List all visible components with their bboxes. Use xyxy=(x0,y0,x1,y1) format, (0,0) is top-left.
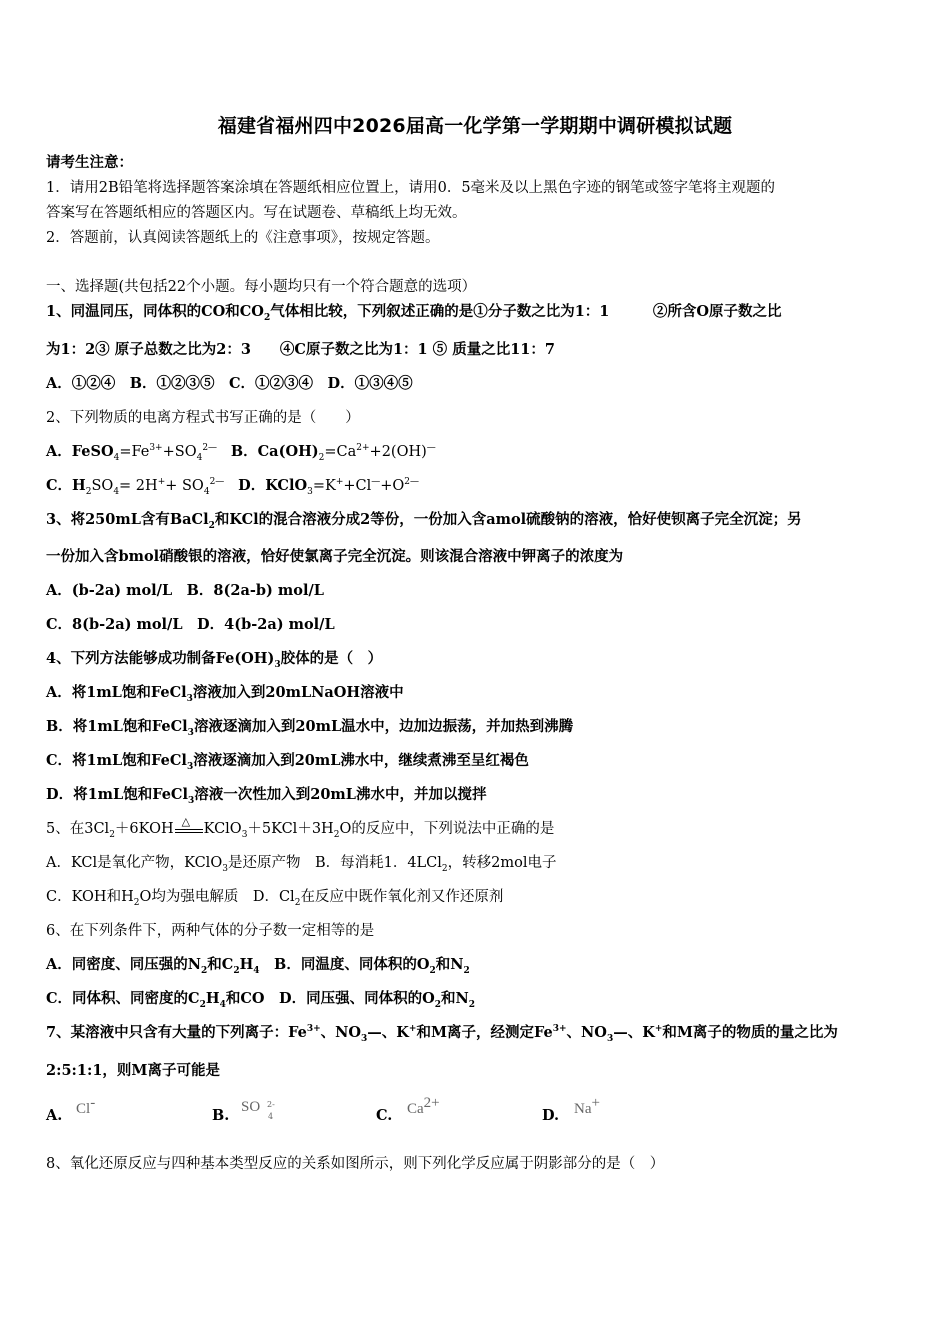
ion-sulfate: SO 2- 4 xyxy=(241,1099,275,1121)
question-7-option-c: C. xyxy=(376,1107,393,1124)
section-heading: 一、选择题(共包括22个小题。每小题均只有一个符合题意的选项） xyxy=(46,279,477,295)
question-4-option-d: D．将1mL饱和FeCl$_3$溶液一次性加入到20mL沸水中，并加以搅拌 xyxy=(46,786,487,806)
question-7-option-d: D. xyxy=(542,1107,560,1124)
question-7-stem-cont: 2:5:1:1，则M离子可能是 xyxy=(46,1062,220,1079)
ion-calcium: $Ca^{2+}$ xyxy=(407,1095,440,1117)
question-5-stem: 5、在$3Cl_2+6KOH$ △ $KClO_3+5KCl+3H_2O$的反应中，下列说法中正确的是 xyxy=(46,815,555,840)
question-1-stem: 1、同温同压，同体积的CO和$CO_2$气体相比较，下列叙述正确的是①分子数之比为1：1 ②所含O原子数之比 xyxy=(46,303,782,323)
question-6-options-cd: C．同体积、同密度的$C_2H_4$和CO D．同压强、同体积的$O_2$和$N_2$ xyxy=(46,990,476,1010)
question-3-stem: 3、将250mL含有BaCl$_2$和KCl的混合溶液分成2等份，一份加入含amol硫酸钠的溶液，恰好使钡离子完全沉淀；另 xyxy=(46,511,802,531)
question-7-option-b: B. xyxy=(212,1107,230,1124)
notice-heading: 请考生注意： xyxy=(46,154,133,171)
question-4-stem: 4、下列方法能够成功制备$Fe(OH)_3$胶体的是（ ） xyxy=(46,650,383,670)
question-3-options-ab: A．(b-2a) mol/L B．8(2a-b) mol/L xyxy=(46,582,324,599)
question-5-options-ab: A．KCl是氧化产物，KClO$_3$是还原产物 B．每消耗1．4LCl$_2$，转移2mol电子 xyxy=(46,855,557,874)
question-7-option-a: A. xyxy=(46,1107,63,1124)
question-8-stem: 8、氧化还原反应与四种基本类型反应的关系如图所示，则下列化学反应属于阴影部分的是（ ） xyxy=(46,1156,665,1172)
ion-sodium: Na+ xyxy=(574,1095,600,1117)
question-3-stem-cont: 一份加入含bmol硝酸银的溶液，恰好使氯离子完全沉淀。则该混合溶液中钾离子的浓度为 xyxy=(46,548,624,565)
question-2-options-ab: A．$FeSO_4=Fe^{3+}+SO_4^{2—}$ B．$Ca(OH)_2=Ca^{2+}+2(OH)^—$ xyxy=(46,443,436,463)
heat-delta-icon: △ xyxy=(174,819,204,839)
ion-chloride: Cl- xyxy=(76,1095,96,1117)
notice-item-1-cont: 答案写在答题纸相应的答题区内。写在试题卷、草稿纸上均无效。 xyxy=(46,205,467,221)
question-2-options-cd: C．$H_2SO_4= 2H^++ SO_4^{2—}$ D．$KClO_3=K^++Cl^—+O^{2—}$ xyxy=(46,477,420,497)
question-2-stem: 2、下列物质的电离方程式书写正确的是（ ） xyxy=(46,410,360,426)
question-7-stem: 7、某溶液中只含有大量的下列离子：$Fe^{3+}$、$NO_3—$、K+和M离子，经测定$Fe^{3+}$、$NO_3—$、K+和M离子的物质的量之比为 xyxy=(46,1024,838,1044)
notice-item-1: 1．请用2B铅笔将选择题答案涂填在答题纸相应位置上，请用0．5毫米及以上黑色字迹的钢笔或签字笔将主观题的 xyxy=(46,180,776,196)
question-1-stem-cont: 为1：2③ 原子总数之比为2：3 ④C原子数之比为1：1 ⑤ 质量之比11：7 xyxy=(46,341,555,358)
question-4-option-b: B．将1mL饱和FeCl$_3$溶液逐滴加入到20mL温水中，边加边振荡，并加热到沸腾 xyxy=(46,718,574,738)
question-3-options-cd: C．8(b-2a) mol/L D．4(b-2a) mol/L xyxy=(46,616,335,633)
question-1-options: A．①②④ B．①②③⑤ C．①②③④ D．①③④⑤ xyxy=(46,375,413,392)
question-6-options-ab: A．同密度、同压强的$N_2$和$C_2H_4$ B．同温度、同体积的$O_2$和$N_2$ xyxy=(46,956,470,976)
question-5-options-cd: C．KOH和$H_2O$均为强电解质 D．$Cl_2$在反应中既作氧化剂又作还原剂 xyxy=(46,889,504,908)
question-4-option-a: A．将1mL饱和FeCl$_3$溶液加入到20mLNaOH溶液中 xyxy=(46,684,404,704)
notice-item-2: 2．答题前，认真阅读答题纸上的《注意事项》，按规定答题。 xyxy=(46,230,440,246)
question-4-option-c: C．将1mL饱和FeCl$_3$溶液逐滴加入到20mL沸水中，继续煮沸至呈红褐色 xyxy=(46,752,529,772)
page-title: 福建省福州四中2026届高一化学第一学期期中调研模拟试题 xyxy=(217,115,733,137)
question-6-stem: 6、在下列条件下，两种气体的分子数一定相等的是 xyxy=(46,923,375,939)
